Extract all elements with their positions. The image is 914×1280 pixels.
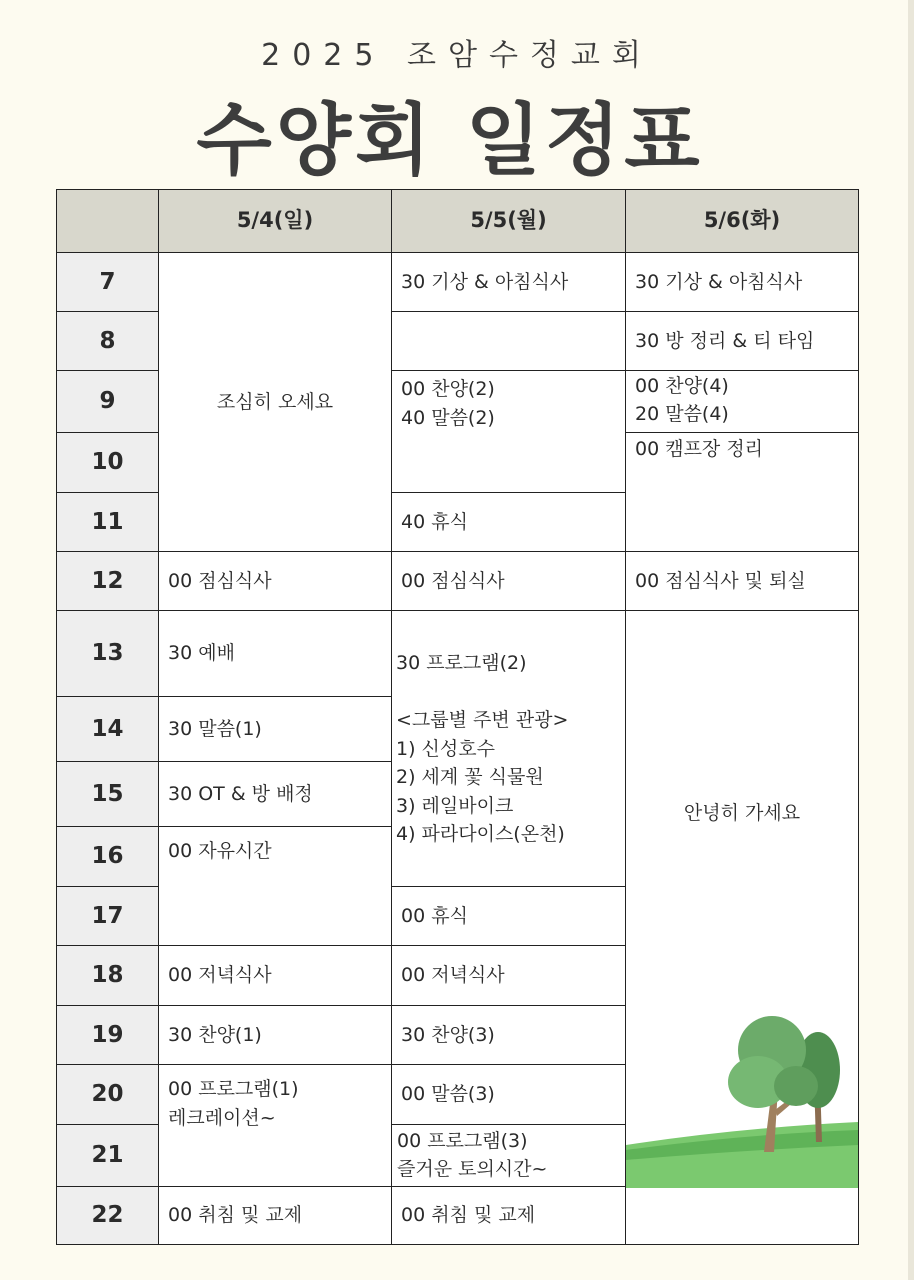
- hour-cell: 7: [56, 252, 159, 312]
- day2-program3-text: 00 프로그램(3) 즐거운 토의시간~: [397, 1130, 548, 1180]
- day-header-2: 5/5(월): [391, 189, 626, 253]
- day2-sleep-cell: [391, 1186, 626, 1245]
- hour-cell: 13: [56, 610, 159, 697]
- day1-free-text: 00 자유시간: [168, 840, 272, 862]
- day2-sleep-text: 00 취침 및 교제: [401, 1204, 536, 1227]
- day3-lunch-leave-cell: [625, 551, 859, 611]
- page-title: 수양회 일정표: [196, 96, 704, 186]
- day2-wake-text: 30 기상 & 아침식사: [401, 270, 569, 293]
- hour-cell: 17: [56, 886, 159, 946]
- ground-strip: [626, 1188, 858, 1202]
- hour-cell: 22: [56, 1186, 159, 1245]
- day2-praise3-text: 30 찬양(3): [401, 1023, 495, 1046]
- day2-praise-word-text: 00 찬양(2) 40 말씀(2): [401, 378, 495, 429]
- day1-arrive-cell: [158, 252, 392, 552]
- day1-praise1-cell: [158, 1005, 392, 1065]
- day2-dinner-cell: [391, 945, 626, 1006]
- day3-tidy-text: 30 방 정리 & 티 타임: [635, 329, 815, 352]
- hour-cell: 20: [56, 1064, 159, 1125]
- hour-cell: 19: [56, 1005, 159, 1065]
- day2-word3-cell: [391, 1064, 626, 1125]
- day2-program3-cell: [391, 1124, 626, 1187]
- day2-program2-cell: [391, 610, 626, 887]
- hour-cell: 14: [56, 696, 159, 762]
- day1-program1-cell: [158, 1064, 392, 1187]
- day1-praise1-text: 30 찬양(1): [168, 1023, 262, 1046]
- corner-header-cell: [56, 189, 159, 253]
- day2-praise3-cell: [391, 1005, 626, 1065]
- day2-rest1-cell: [391, 492, 626, 552]
- church-subtitle: 2025 조암수정교회: [261, 38, 653, 73]
- day1-dinner-text: 00 저녁식사: [168, 964, 272, 987]
- hour-cell: 21: [56, 1124, 159, 1187]
- day1-word1-text: 30 말씀(1): [168, 717, 262, 740]
- day2-rest2-text: 00 휴식: [401, 904, 468, 927]
- day2-praise-word-cell: [391, 370, 626, 493]
- day2-word3-text: 00 말씀(3): [401, 1083, 495, 1106]
- day1-arrive-text: 조심히 오세요: [216, 390, 334, 413]
- day1-sleep-cell: [158, 1186, 392, 1245]
- day3-camp-clean-cell: [625, 432, 859, 552]
- page-edge: [908, 0, 914, 1280]
- day1-lunch-text: 00 점심식사: [168, 569, 272, 592]
- hour-cell: 12: [56, 551, 159, 611]
- day1-free-cell: [158, 826, 392, 946]
- day3-tidy-cell: [625, 311, 859, 371]
- day2-rest1-text: 40 휴식: [401, 510, 468, 533]
- day3-farewell-text: 안녕히 가세요: [683, 802, 801, 824]
- day3-camp-clean-text: 00 캠프장 정리: [635, 438, 764, 460]
- hour-cell: 8: [56, 311, 159, 371]
- day3-lunch-leave-text: 00 점심식사 및 퇴실: [635, 569, 806, 592]
- day3-praise-word-text: 00 찬양(4) 20 말씀(4): [635, 375, 729, 425]
- big-tree-canopy-right: [774, 1066, 818, 1106]
- day1-ot-cell: [158, 761, 392, 827]
- day2-program2-text: 30 프로그램(2) <그룹별 주변 관광> 1) 신성호수 2) 세계 꽃 식물원 3) 레일바이크 4) 파라다이스(온천): [396, 652, 569, 845]
- hour-cell: 18: [56, 945, 159, 1006]
- hour-cell: 15: [56, 761, 159, 827]
- hour-cell: 11: [56, 492, 159, 552]
- day2-rest2-cell: [391, 886, 626, 946]
- day3-praise-word-cell: [625, 370, 859, 433]
- day1-worship-text: 30 예배: [168, 642, 235, 665]
- day1-dinner-cell: [158, 945, 392, 1006]
- day2-lunch-text: 00 점심식사: [401, 569, 505, 592]
- hour-cell: 10: [56, 432, 159, 493]
- day1-ot-text: 30 OT & 방 배정: [168, 782, 313, 805]
- tree-landscape-illustration: [626, 1010, 858, 1202]
- day1-sleep-text: 00 취침 및 교제: [168, 1204, 303, 1227]
- day2-lunch-cell: [391, 551, 626, 611]
- hour-cell: 9: [56, 370, 159, 433]
- day2-wake-cell: [391, 252, 626, 312]
- day3-wake-cell: [625, 252, 859, 312]
- day2-dinner-text: 00 저녁식사: [401, 964, 505, 987]
- day3-wake-text: 30 기상 & 아침식사: [635, 270, 803, 293]
- day1-worship-cell: [158, 610, 392, 697]
- day-header-1: 5/4(일): [158, 189, 392, 253]
- day1-program1-text: 00 프로그램(1) 레크레이션~: [168, 1078, 299, 1129]
- day-header-3: 5/6(화): [625, 189, 859, 253]
- day2-empty-cell: [391, 311, 626, 371]
- day1-word1-cell: [158, 696, 392, 762]
- hour-cell: 16: [56, 826, 159, 887]
- day1-lunch-cell: [158, 551, 392, 611]
